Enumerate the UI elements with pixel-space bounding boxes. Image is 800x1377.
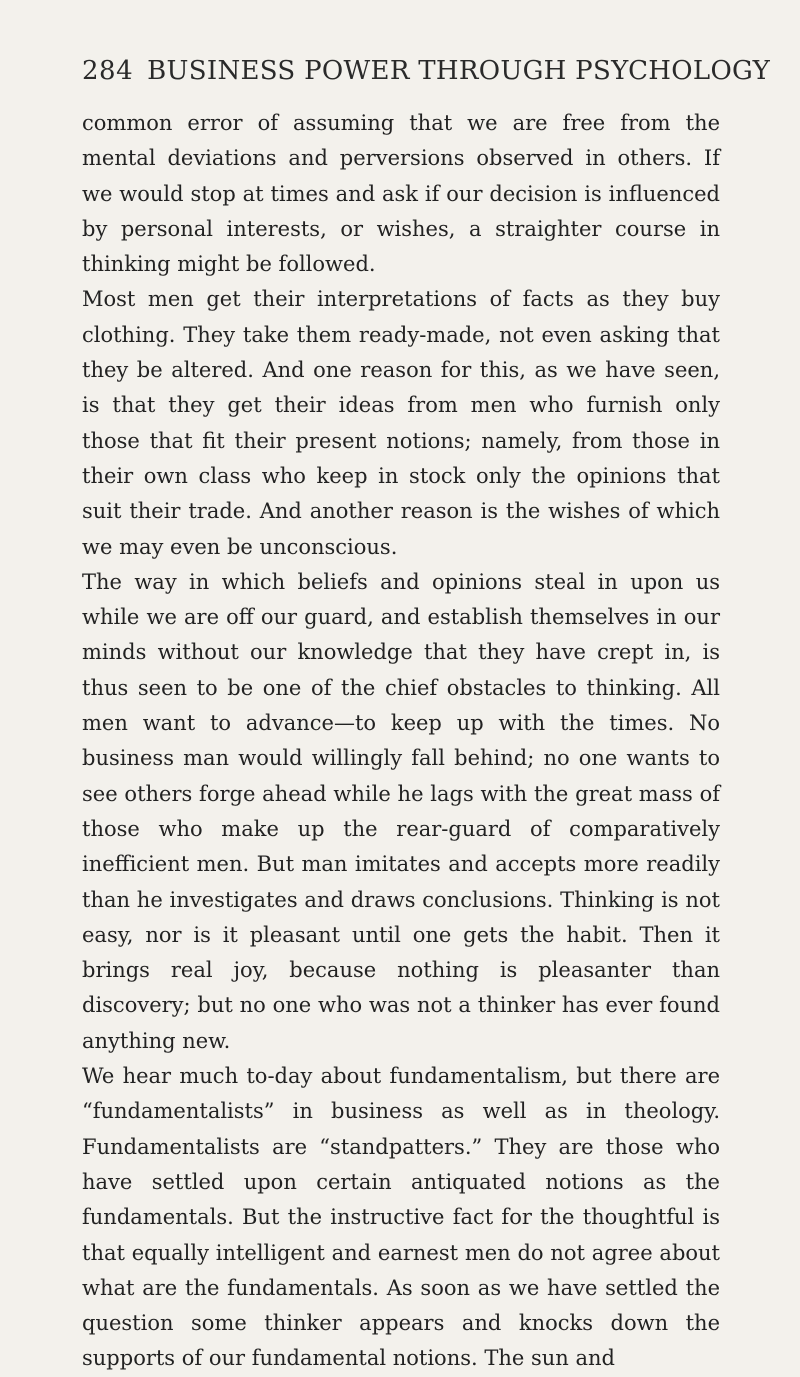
page-header xyxy=(82,56,771,86)
running-head: BUSINESS POWER THROUGH PSYCHOLOGY xyxy=(147,56,771,86)
book-page xyxy=(82,56,771,1377)
paragraph-3: The way in which beliefs and opinions steal in upon us while we are off our guard, and establish themselves in our minds without our knowledge that they have crept in, is thus seen to be one of the chief obstacles to thinking. All men want to advance—to keep up with the times. No business man would willingly fall behind; no one wants to see others forge ahead while he lags with the great mass of those who make up the rear-guard of comparatively inefficient men. But man imitates and accepts more readily than he investigates and draws conclusions. Thinking is not easy, nor is it pleasant until one gets the habit. Then it brings real joy, because nothing is pleasanter than discovery; but no one who was not a thinker has ever found anything new. xyxy=(82,569,720,1053)
page-number: 284 xyxy=(82,56,134,86)
paragraph-4: We hear much to-day about fundamentalism, but there are “fundamentalists” in business as well as in theology. Fundamentalists are “standpatters.” They are those who have settled upon certain antiquated notions as the fundamentals. But the instructive fact for the thoughtful is that equally intelligent and earnest men do not agree about what are the fundamentals. As soon as we have settled the question some thinker appears and knocks down the supports of our fundamental notions. The sun and xyxy=(82,1064,720,1371)
paragraph-2: Most men get their interpretations of facts as they buy clothing. They take them ready-made, not even asking that they be altered. And one reason for this, as we have seen, is that they get their ideas from men who furnish only those that fit their present notions; namely, from those in their own class who keep in stock only the opinions that suit their trade. And another reason is the wishes of which we may even be unconscious. xyxy=(82,287,720,559)
paragraph-1: common error of assuming that we are free from the mental deviations and perversions observed in others. If we would stop at times and ask if our decision is influenced by personal interests, or wishes, a straighter course in thinking might be followed. xyxy=(82,111,720,277)
body-text xyxy=(82,106,720,1377)
